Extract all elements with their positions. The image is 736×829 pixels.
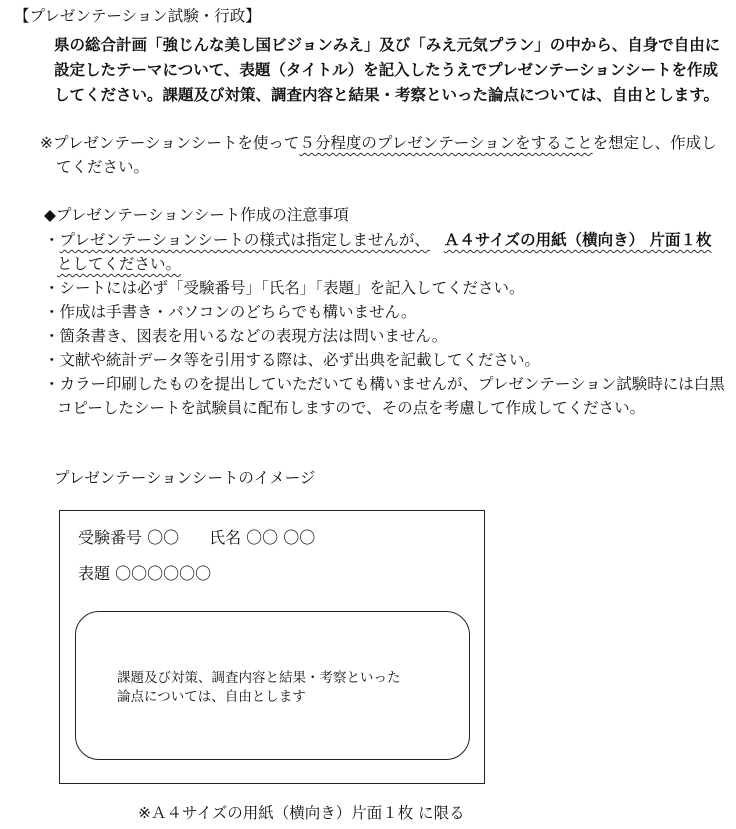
sheet-body-line-2: 論点については、自由とします: [117, 689, 306, 705]
caution-item-6: ・カラー印刷したものを提出していただいても構いませんが、プレゼンテーション試験時には白黒: [44, 375, 725, 393]
caution-item-3: ・作成は手書き・パソコンのどちらでも構いません。: [44, 303, 417, 321]
sheet-content-text: [117, 669, 401, 707]
caution-item-1-cont: [44, 252, 725, 276]
note-underlined: ５分程度のプレゼンテーションをすること: [299, 134, 593, 152]
sheet-image-title: プレゼンテーションシートのイメージ: [54, 469, 316, 487]
note-suffix: を想定し、作成し: [592, 134, 717, 152]
note-prefix: ※プレゼンテーションシートを使って: [40, 134, 300, 152]
caution-item-4: ・箇条書き、図表を用いるなどの表現方法は問いません。: [44, 327, 448, 345]
caution-list: [44, 228, 725, 420]
footnote: ※Ａ４サイズの用紙（横向き）片面１枚 に限る: [138, 804, 465, 822]
caution-item-1-cont-text: としてください。: [57, 255, 182, 273]
section-heading: 【プレゼンテーション試験・行政】: [14, 7, 261, 25]
sheet-name: 氏名 〇〇 〇〇: [209, 528, 316, 547]
bullet: ・: [44, 231, 60, 249]
caution-item-1-underlined: プレゼンテーションシートの様式は指定しませんが、: [59, 231, 430, 249]
caution-item-5: ・文献や統計データ等を引用する際は、必ず出典を記載してください。: [44, 351, 541, 369]
sheet-body-line-1: 課題及び対策、調査内容と結果・考察といった: [117, 670, 401, 686]
instruction-line-1: 県の総合計画「強じんな美し国ビジョンみえ」及び「みえ元気プラン」の中から、自身で自由に: [54, 36, 721, 54]
sheet-exam-number: 受験番号 〇〇: [78, 528, 180, 547]
instruction-line-3: してください。課題及び対策、調査内容と結果・考察といった論点については、自由とします。: [54, 86, 719, 104]
caution-item-2: ・シートには必ず「受験番号」「氏名」「表題」を記入してください。: [44, 279, 525, 297]
caution-item-6-cont: コピーしたシートを試験員に配布しますので、その点を考慮して作成してください。: [57, 399, 646, 417]
caution-item-1-bold: Ａ４サイズの用紙（横向き） 片面１枚: [443, 231, 712, 249]
sheet-title: 表題 〇〇〇〇〇〇: [78, 564, 212, 583]
caution-item-1: [44, 228, 725, 252]
note-line-2: てください。: [56, 158, 150, 176]
instruction-line-2: 設定したテーマについて、表題（タイトル）を記入したうえでプレゼンテーションシートを作成: [54, 61, 718, 79]
sheet-header-row: [78, 528, 315, 548]
caution-title: ◆プレゼンテーションシート作成の注意事項: [44, 206, 349, 224]
presentation-note: [40, 131, 717, 179]
instruction-paragraph: [54, 33, 720, 108]
